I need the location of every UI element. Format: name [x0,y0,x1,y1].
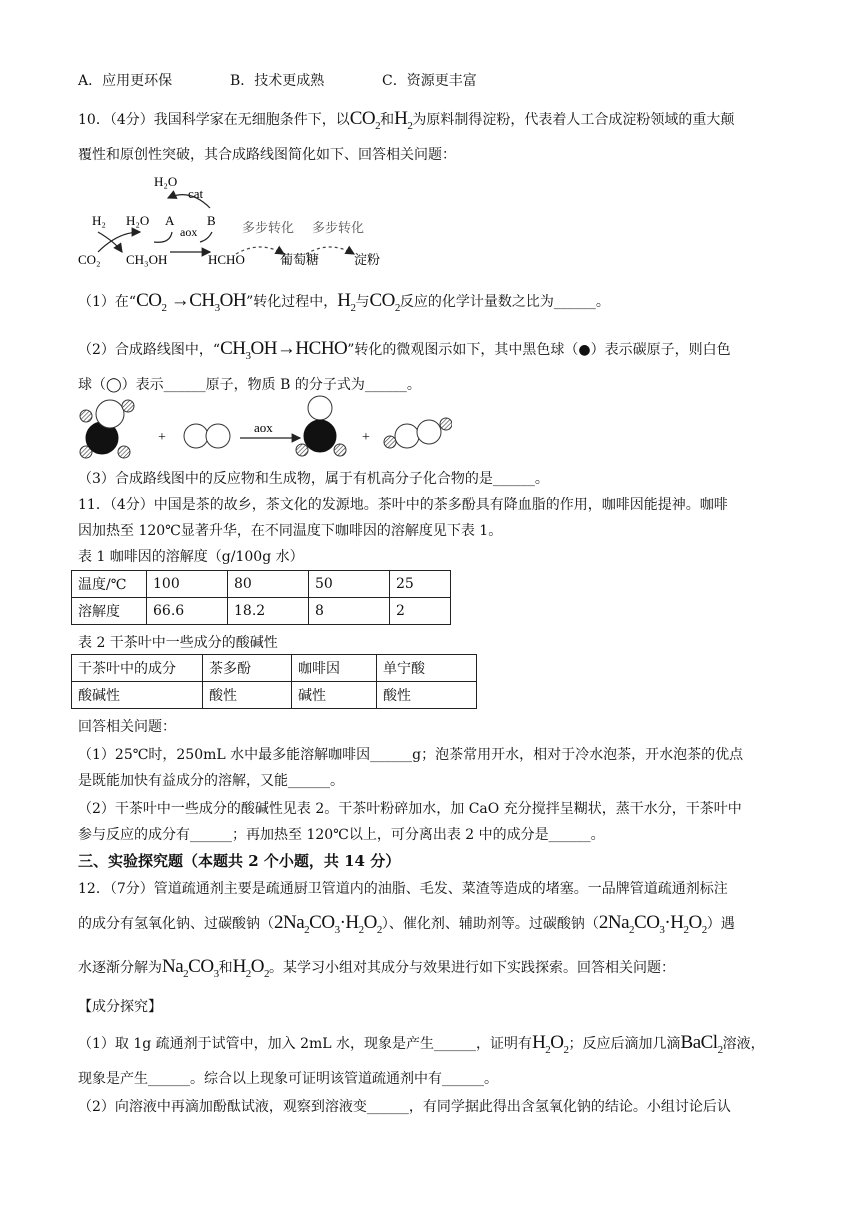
table-cell: 8 [309,598,390,625]
q11-answer-prompt: 回答相关问题： [78,719,176,735]
q11-part2-line1: （2）干茶叶中一些成分的酸碱性见表 2。干茶叶粉碎加水，加 CaO 充分搅拌呈糊状，蒸干水分，干茶叶中 [78,801,742,817]
q10-part1: （1）在“$CO_2 \to CH_3OH$”转化过程中，$H_2$与$CO_2$反应的化学计量数之比为______。 [78,290,610,314]
table-cell: 酸性 [203,682,292,709]
route-co2: CO₂ [78,252,101,267]
route-h2: H₂ [92,213,106,228]
q10-part2-line2: 球（◯）表示______原子，物质 B 的分子式为______。 [78,377,421,393]
route-glucose: 葡萄糖 [280,252,320,267]
q12-line1: 12．（7分）管道疏通剂主要是疏通厨卫管道内的油脂、毛发、菜渣等造成的堵塞。一品牌管道疏通剂标注 [78,881,728,897]
table-cell: 茶多酚 [203,655,292,682]
table-cell: 温度/℃ [72,571,147,598]
route-b: B [207,213,216,228]
route-aox: aox [180,225,198,239]
route-a: A [165,213,175,228]
table-cell: 18.2 [228,598,309,625]
table-cell: 干茶叶中的成分 [72,655,203,682]
table-row [72,682,477,709]
q10-line1: 10．（4分）我国科学家在无细胞条件下，以$CO_2$和$H_2$为原料制得淀粉，代表着人工合成淀粉领域的重大颠 [78,108,735,132]
q11-line1: 11．（4分）中国是茶的故乡，茶文化的发源地。茶叶中的茶多酚具有降血脂的作用，咖啡因能提神。咖啡 [78,497,728,513]
plus-2: + [362,430,370,445]
option-a: A．应用更环保 [78,73,173,89]
table-cell: 25 [390,571,451,598]
plus-1: + [158,430,166,445]
route-step1: 多步转化 [242,220,295,235]
table-cell: 酸碱性 [72,682,203,709]
table2-acidity [71,654,477,709]
a-arrow [154,232,172,242]
q10-part3: （3）合成路线图中的反应物和生成物，属于有机高分子化合物的是______。 [78,471,549,487]
table1-caption: 表 1 咖啡因的溶解度（g/100g 水） [78,549,304,565]
route-h2o-top: H₂O [154,174,178,189]
q12-heading: 【成分探究】 [78,999,162,1015]
micro-reaction-diagram [72,394,452,464]
table-cell: 50 [309,571,390,598]
table-cell: 碱性 [292,682,377,709]
q11-part1-line1: （1）25℃时，250mL 水中最多能溶解咖啡因______g；泡茶常用开水，相对于冷水泡茶，开水泡茶的优点 [78,747,744,763]
q12-part1-line1: （1）取 1g 疏通剂于试管中，加入 2mL 水，现象是产生______，证明有$H_2O_2$；反应后滴加几滴BaCl$_2$溶液， [78,1032,765,1056]
table-cell: 咖啡因 [292,655,377,682]
table-cell: 66.6 [147,598,228,625]
route-hcho: HCHO [208,252,245,267]
table-cell: 单宁酸 [377,655,477,682]
table-cell: 溶解度 [72,598,147,625]
option-c: C．资源更丰富 [382,73,477,89]
h2o2-molecule [384,418,452,448]
q10-part2: （2）合成路线图中，“$CH_3OH\to HCHO$”转化的微观图示如下，其中黑色球（●）表示碳原子，则白色 [78,338,731,362]
q12-part1-line2: 现象是产生______。综合以上现象可证明该管道疏通剂中有______。 [78,1071,498,1087]
table2-caption: 表 2 干茶叶中一些成分的酸碱性 [78,635,278,651]
q11-part1-line2: 是既能加快有益成分的溶解，又能______。 [78,773,344,789]
table-cell: 80 [228,571,309,598]
formaldehyde-molecule [296,396,346,456]
route-starch: 淀粉 [354,252,381,267]
q11-part2-line2: 参与反应的成分有______；再加热至 120℃以上，可分离出表 2 中的成分是______。 [78,827,605,843]
micro-aox: aox [254,420,273,435]
table-cell: 酸性 [377,682,477,709]
route-ch3oh: CH₃OH [126,252,168,267]
route-h2o: H₂O [126,213,150,228]
q11-line2: 因加热至 120℃显著升华，在不同温度下咖啡因的溶解度见下表 1。 [78,523,503,539]
q12-part2: （2）向溶液中再滴加酚酞试液，观察到溶液变______，有同学据此得出含氢氧化钠的结论。小组讨论后认 [78,1099,731,1115]
option-b: B．技术更成熟 [230,73,325,89]
table-cell: 100 [147,571,228,598]
b-arrow [200,232,212,242]
synthesis-route-diagram [70,170,390,270]
section-heading: 三、实验探究题（本题共 2 个小题，共 14 分） [78,852,401,870]
q10-line2: 覆性和原创性突破，其合成路线图简化如下、回答相关问题： [78,147,456,163]
q12-line2: 的成分有氢氧化钠、过碳酸钠$(2Na_2CO_3\cdot H_2O_2)$、催化剂、辅助剂等。过碳酸钠$(2Na_2CO_3\cdot H_2O_2)$遇 [78,912,735,936]
table-row [72,598,451,625]
table1-caffeine-solubility [71,570,451,625]
q12-line3: 水逐渐分解为$Na_2CO_3$和$H_2O_2$。某学习小组对其成分与效果进行如下实践探索。回答相关问题： [78,956,676,980]
table-row [72,571,451,598]
table-row [72,655,477,682]
methanol-molecule [80,400,134,458]
route-step2: 多步转化 [312,220,365,235]
oxygen-molecule [184,424,230,448]
table-cell: 2 [390,598,451,625]
route-cat: cat [188,186,204,201]
oxygen-atom [96,400,124,428]
